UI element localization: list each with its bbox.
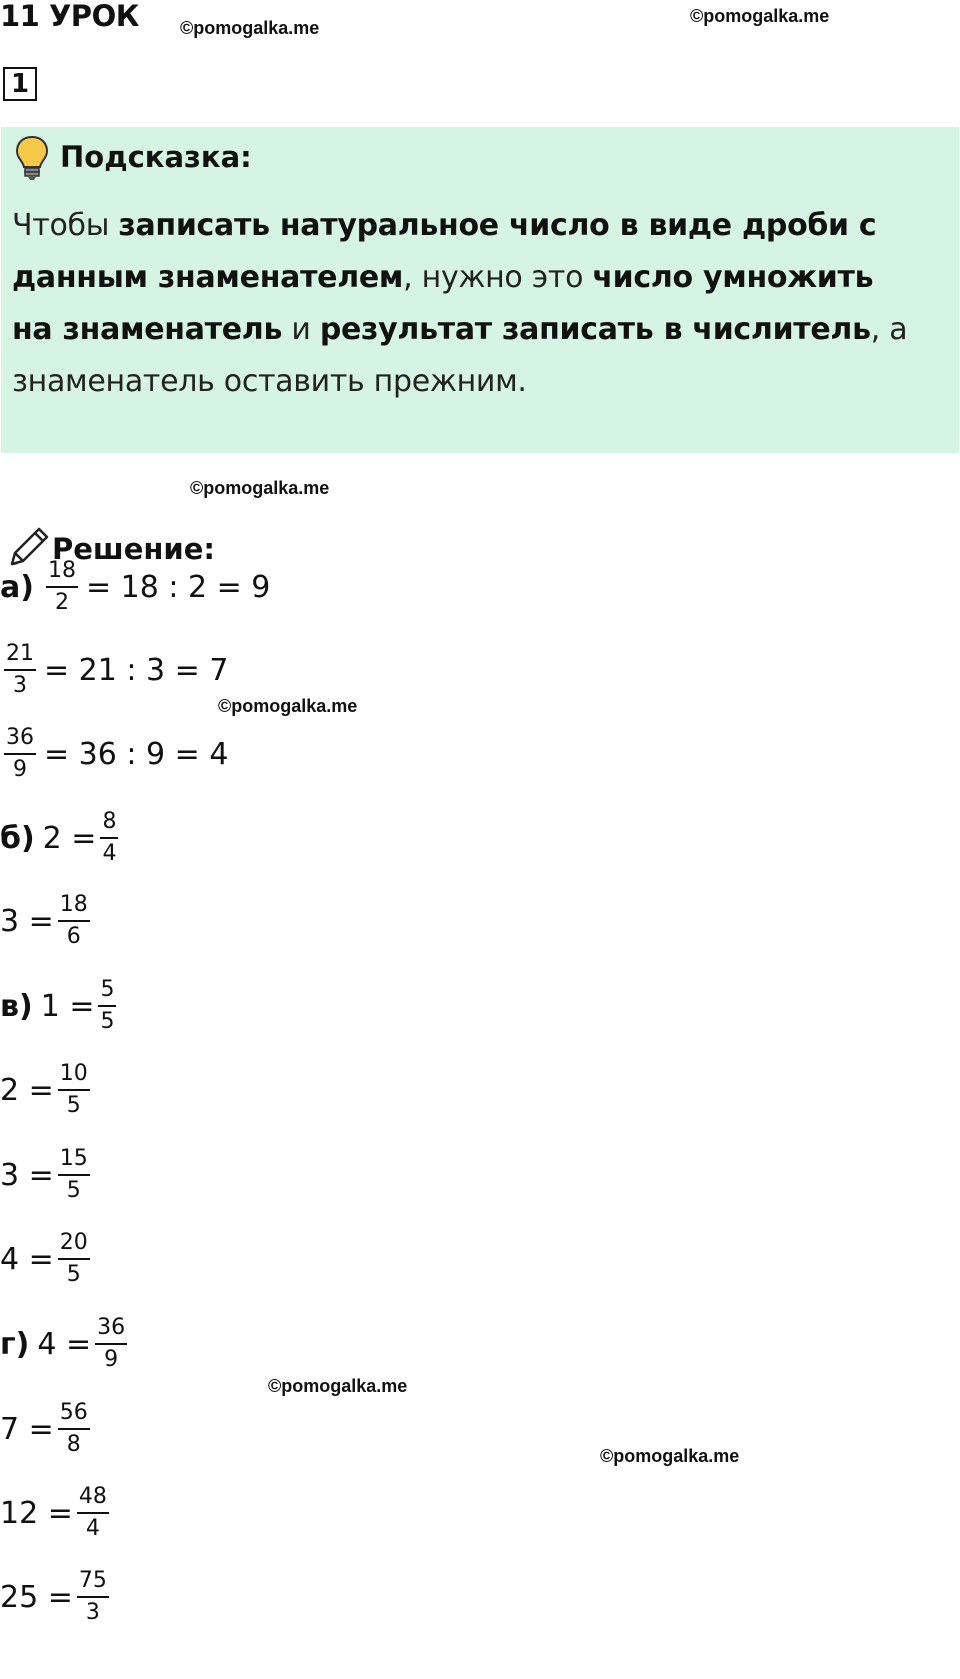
- hint-title: Подсказка:: [60, 140, 252, 174]
- item-label: г): [0, 1326, 30, 1362]
- expression: 3 =: [0, 1157, 54, 1193]
- fraction: [77, 1566, 109, 1628]
- fraction: [4, 639, 36, 701]
- denominator: 5: [66, 1093, 81, 1118]
- numerator: 36: [95, 1313, 127, 1345]
- task-number: 1: [3, 67, 37, 101]
- numerator: 21: [4, 639, 36, 671]
- fraction: [98, 975, 116, 1037]
- solution-line: [0, 1557, 113, 1637]
- denominator: 4: [85, 1516, 100, 1541]
- denominator: 9: [104, 1347, 119, 1372]
- fraction: [4, 723, 36, 785]
- watermark: ©pomogalka.me: [690, 6, 830, 26]
- solution-line: [0, 1304, 131, 1384]
- solution-line: [0, 1050, 94, 1130]
- solution-line: [0, 1219, 94, 1299]
- numerator: 10: [58, 1059, 90, 1091]
- numerator: 75: [77, 1566, 109, 1598]
- solution-line: [0, 1135, 94, 1215]
- fraction: [95, 1313, 127, 1375]
- expression: 3 =: [0, 903, 54, 939]
- watermark: ©pomogalka.me: [268, 1376, 408, 1396]
- denominator: 5: [66, 1262, 81, 1287]
- expression: = 18 : 2 = 9: [85, 569, 271, 605]
- fraction: [77, 1482, 109, 1544]
- fraction: [58, 1398, 90, 1460]
- fraction: [58, 1228, 90, 1290]
- denominator: 5: [100, 1009, 115, 1034]
- item-label: а): [0, 569, 34, 605]
- denominator: 8: [66, 1432, 81, 1457]
- expression: 2 =: [42, 820, 97, 856]
- expression: 1 =: [40, 988, 95, 1024]
- hint-text: Чтобы записать натуральное число в виде дроби с данным знаменателем, нужно это число умножить на знаменатель и результат записать в числитель, а знаменатель оставить прежним.: [12, 208, 908, 399]
- expression: 7 =: [0, 1411, 54, 1447]
- fraction: [46, 556, 78, 618]
- expression: = 21 : 3 = 7: [44, 652, 229, 688]
- fraction: [58, 1059, 90, 1121]
- solution-line: [0, 966, 120, 1046]
- solution-title: Решение:: [52, 532, 216, 566]
- fraction: [100, 807, 118, 869]
- expression: 4 =: [0, 1241, 54, 1277]
- watermark: ©pomogalka.me: [180, 18, 320, 38]
- fraction: [58, 890, 90, 952]
- fraction: [58, 1144, 90, 1206]
- denominator: 4: [102, 841, 117, 866]
- numerator: 18: [58, 890, 90, 922]
- solution-line: [0, 798, 122, 878]
- item-label: б): [0, 820, 35, 856]
- watermark: ©pomogalka.me: [218, 696, 358, 716]
- solution-line: [0, 1389, 94, 1469]
- numerator: 15: [58, 1144, 90, 1176]
- expression: 2 =: [0, 1072, 54, 1108]
- lightbulb-icon: [14, 135, 50, 181]
- watermark: ©pomogalka.me: [190, 478, 330, 498]
- item-label: в): [0, 988, 33, 1024]
- numerator: 48: [77, 1482, 109, 1514]
- denominator: 2: [54, 590, 69, 615]
- expression: 25 =: [0, 1579, 73, 1615]
- solution-line: [0, 1473, 113, 1553]
- numerator: 36: [4, 723, 36, 755]
- numerator: 56: [58, 1398, 90, 1430]
- denominator: 3: [85, 1600, 100, 1625]
- numerator: 20: [58, 1228, 90, 1260]
- denominator: 6: [66, 924, 81, 949]
- numerator: 8: [100, 807, 118, 839]
- lesson-title: 11 УРОК: [0, 0, 139, 33]
- solution-line: [0, 714, 228, 794]
- numerator: 5: [98, 975, 116, 1007]
- expression: 12 =: [0, 1495, 73, 1531]
- expression: 4 =: [37, 1326, 92, 1362]
- denominator: 3: [13, 673, 27, 698]
- numerator: 18: [46, 556, 78, 588]
- solution-line: [0, 547, 270, 627]
- solution-line: [0, 881, 94, 961]
- expression: = 36 : 9 = 4: [44, 736, 229, 772]
- solution-line: [0, 630, 228, 710]
- denominator: 9: [13, 757, 27, 782]
- watermark: ©pomogalka.me: [600, 1446, 740, 1466]
- denominator: 5: [66, 1178, 81, 1203]
